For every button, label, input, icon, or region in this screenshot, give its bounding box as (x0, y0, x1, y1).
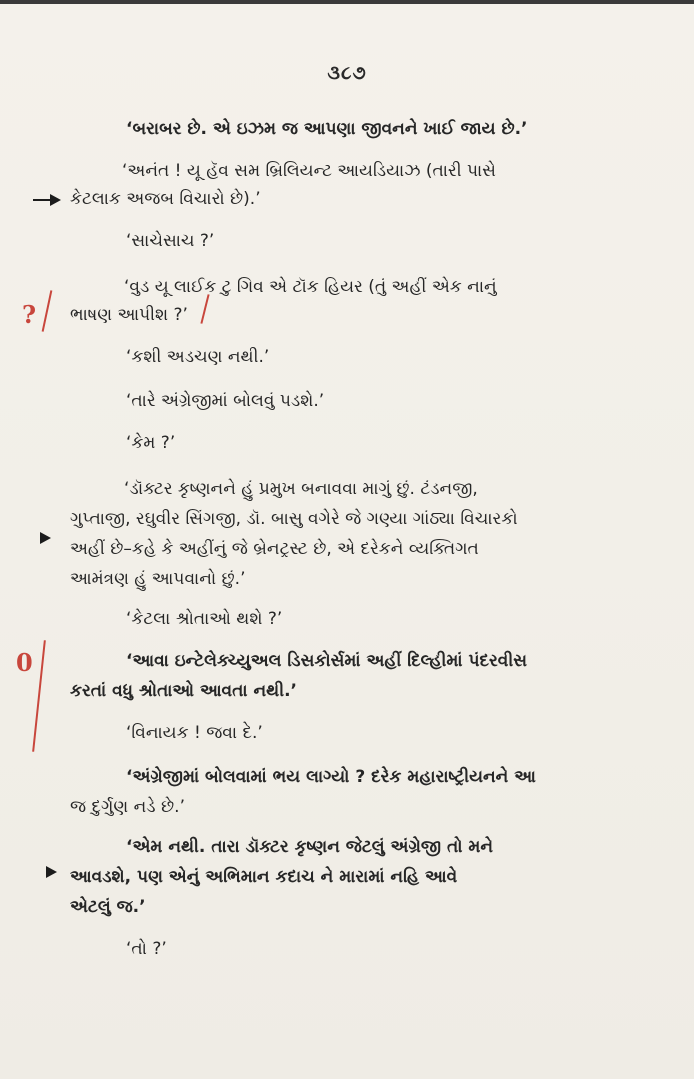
text-line-10: ‘ડૉક્ટર કૃષ્ણનને હું પ્રમુખ બનાવવા માગું છું. ટંડનજી, (124, 479, 478, 499)
text-line-19: જ દુર્ગુણ નડે છે.’ (70, 797, 185, 817)
text-line-2: ‘અનંત ! યૂ હૅવ સમ બ્રિલિયન્ટ આયડિયાઝ (તારી પાસે (122, 161, 496, 181)
text-line-20: ‘એમ નથી. તારા ડૉક્ટર કૃષ્ણન જેટલું અંગ્રેજી તો મને (126, 837, 494, 857)
text-line-3: કેટલાક અજબ વિચારો છે).’ (70, 189, 261, 209)
text-line-4: ‘સાચેસાચ ?’ (126, 231, 215, 251)
text-line-12: અહીં છે–કહે કે અહીંનું જે બ્રેનટ્રસ્ટ છે, એ દરેકને વ્યક્તિગત (70, 539, 479, 559)
text-line-21: આવડશે, પણ એનું અભિમાન કદાચ ને મારામાં નહિ આવે (70, 867, 458, 887)
text-line-8: ‘તારે અંગ્રેજીમાં બોલવું પડશે.’ (126, 391, 325, 411)
page-top-edge (0, 0, 694, 4)
text-line-15: ‘આવા ઇન્ટેલેક્ચ્યુઅલ ડિસકોર્સમાં અહીં દિલ્હીમાં પંદરવીસ (126, 651, 528, 671)
text-line-5: ‘વુડ યૂ લાઈક ટુ ગિવ એ ટૉક હિયર (તું અહીં એક નાનું (124, 277, 497, 297)
red-annotation-mark: ? (22, 300, 37, 329)
text-line-16: કરતાં વધુ શ્રોતાઓ આવતા નથી.’ (70, 681, 297, 701)
text-line-18: ‘અંગ્રેજીમાં બોલવામાં ભય લાગ્યો ? દરેક મહારાષ્ટ્રીયનને આ (126, 767, 536, 787)
red-annotation-stroke (42, 290, 53, 331)
margin-arrow-icon (46, 866, 57, 878)
text-line-6: ભાષણ આપીશ ?’ (70, 305, 188, 325)
red-annotation-stroke (200, 294, 209, 324)
text-line-22: એટલું જ.’ (70, 897, 146, 917)
text-line-9: ‘કેમ ?’ (126, 433, 176, 453)
red-annotation-stroke (32, 640, 46, 752)
text-line-11: ગુપ્તાજી, રઘુવીર સિંગજી, ડૉ. બાસુ વગેરે જે ગણ્યા ગાંઠ્યા વિચારકો (70, 509, 518, 529)
text-line-7: ‘કશી અડચણ નથી.’ (126, 347, 270, 367)
red-annotation-mark: 0 (16, 648, 33, 677)
text-line-17: ‘વિનાયક ! જવા દે.’ (126, 723, 263, 743)
text-line-23: ‘તો ?’ (126, 939, 167, 959)
text-line-13: આમંત્રણ હું આપવાનો છું.’ (70, 569, 246, 589)
margin-arrow-icon (40, 532, 51, 544)
page-number: ૩૮૭ (327, 62, 367, 84)
text-line-1: ‘બરાબર છે. એ ઇઝમ જ આપણા જીવનને ખાઈ જાય છે.’ (126, 119, 528, 139)
text-line-14: ‘કેટલા શ્રોતાઓ થશે ?’ (126, 609, 283, 629)
margin-arrow-icon (50, 194, 61, 206)
